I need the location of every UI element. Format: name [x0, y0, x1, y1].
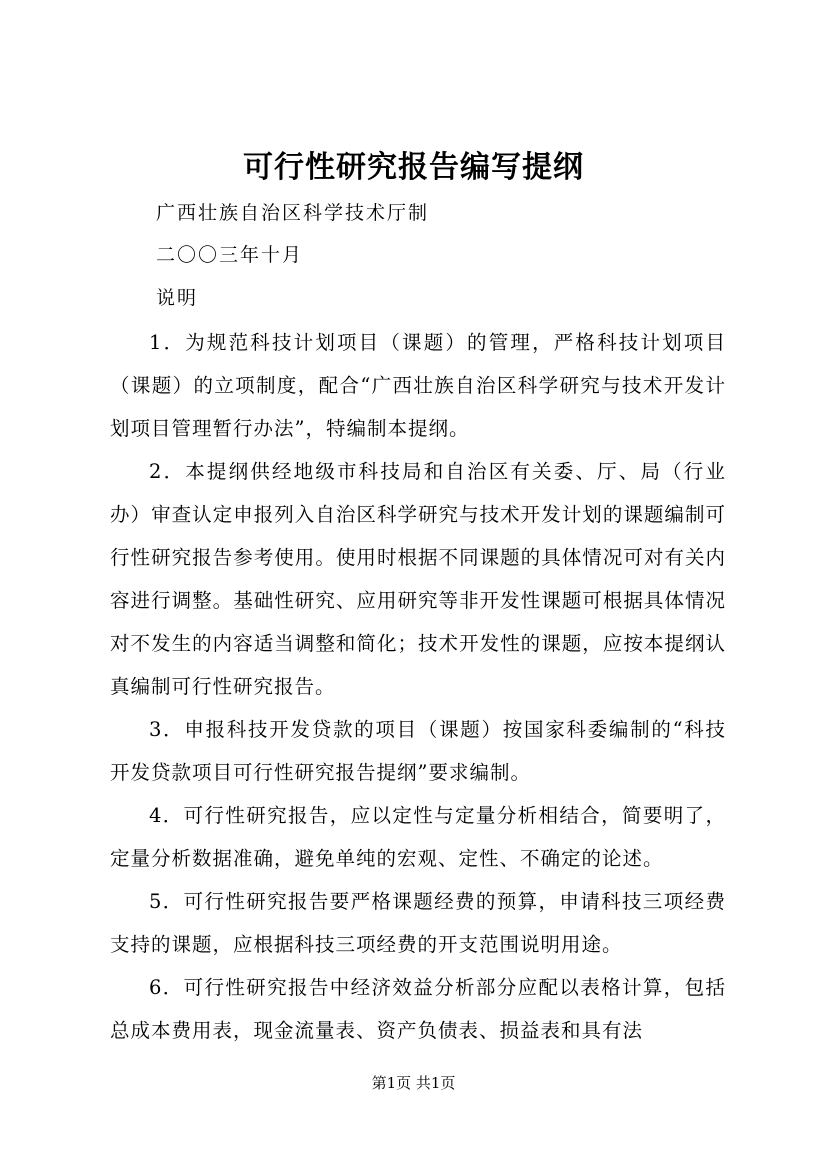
paragraph: 4．可行性研究报告，应以定性与定量分析相结合，简要明了，定量分析数据准确，避免单纯的宏观、定性、不确定的论述。 [110, 804, 726, 870]
paragraph: 6．可行性研究报告中经济效益分析部分应配以表格计算，包括总成本费用表，现金流量表、资产负债表、损益表和具有法 [110, 976, 726, 1042]
paragraph: 2．本提纲供经地级市科技局和自治区有关委、厅、局（行业办）审查认定申报列入自治区科学研究与技术开发计划的课题编制可行性研究报告参考使用。使用时根据不同课题的具体情况可对有关内容进行调整。基础性研究、应用研究等非开发性课题可根据具体情况对不发生的内容适当调整和简化；技术开发性的课题，应按本提纲认真编制可行性研究报告。 [110, 460, 726, 698]
paragraph: 5．可行性研究报告要严格课题经费的预算，申请科技三项经费支持的课题，应根据科技三项经费的开支范围说明用途。 [110, 890, 726, 956]
page-footer: 第1页 共1页 [371, 1074, 456, 1092]
document-title: 可行性研究报告编写提纲 [243, 150, 584, 185]
paragraph: 3．申报科技开发贷款的项目（课题）按国家科委编制的“科技开发贷款项目可行性研究报告提纲”要求编制。 [110, 718, 726, 784]
section-heading: 说明 [156, 287, 199, 309]
date-line: 二〇〇三年十月 [156, 244, 304, 266]
document-body [110, 321, 726, 1052]
paragraph: 1．为规范科技计划项目（课题）的管理，严格科技计划项目（课题）的立项制度，配合“广西壮族自治区科学研究与技术开发计划项目管理暂行办法”，特编制本提纲。 [110, 331, 726, 440]
issuer-line: 广西壮族自治区科学技术厅制 [156, 202, 430, 224]
